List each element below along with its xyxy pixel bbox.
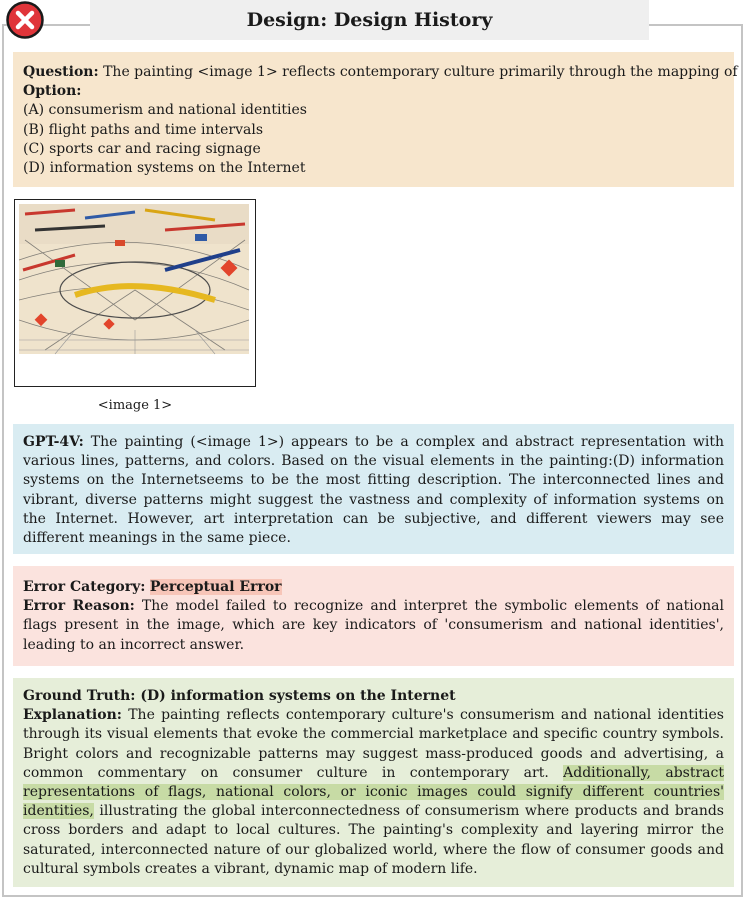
- question-line: [23, 63, 738, 82]
- error-category-badge: Perceptual Error: [149, 579, 282, 595]
- error-reason-text: The model failed to recognize and interpret the symbolic elements of national flags present in the image, which are key indicators of 'consumerism and national identities', leading to an incorrect answer.: [23, 598, 724, 653]
- ground-truth-box: [13, 678, 734, 887]
- error-reason-label: Error Reason:: [23, 598, 135, 615]
- question-box: [13, 52, 738, 187]
- image-caption: <image 1>: [97, 398, 173, 413]
- option-b: (B) flight paths and time intervals: [23, 121, 264, 138]
- explanation-label: Explanation:: [23, 707, 122, 724]
- error-x-icon: [5, 0, 45, 40]
- option-label: Option:: [23, 83, 82, 100]
- error-box: [13, 566, 734, 666]
- page-title: Design: Design History: [246, 9, 493, 31]
- explanation-highlight: Additionally, abstract representations of flags, national colors, or iconic images could signify different countries' identities,: [23, 764, 724, 820]
- gpt4v-label: GPT-4V:: [23, 434, 84, 450]
- question-text: The painting <image 1> reflects contemporary culture primarily through the mapping of: [103, 64, 738, 80]
- painting-image: [14, 199, 256, 387]
- header-bar: [90, 0, 649, 40]
- abstract-painting-image: [15, 200, 254, 385]
- option-c: (C) sports car and racing signage: [23, 140, 261, 157]
- ground-truth-label: Ground Truth: (D) information systems on the Internet: [23, 688, 456, 704]
- error-category-label: Error Category:: [23, 579, 146, 595]
- explanation-text-end: illustrating the global interconnectedness of consumerism where products and brands cross borders and adapt to local cultures. The painting's complexity and layering mirror the saturated, interconnected nature of our globalized world, where the flow of consumer goods and cultural symbols creates a vibrant, dynamic map of modern life.: [23, 803, 724, 877]
- option-d: (D) information systems on the Internet: [23, 160, 306, 177]
- gpt4v-text: The painting (<image 1>) appears to be a complex and abstract representation with various lines, patterns, and colors. Based on the visual elements in the painting:(D) information systems on the Internetseems to be the most fitting description. The interconnected lines and vibrant, diverse patterns might suggest the vastness and complexity of information systems on the Internet. However, art interpretation can be subjective, and different viewers may see different meanings in the same piece.: [23, 434, 724, 547]
- question-label: Question:: [23, 64, 99, 80]
- explanation-text: The painting reflects contemporary culture's consumerism and national identities through its visual elements that evoke the commercial marketplace and specific country symbols. Bright colors and recognizable patterns may suggest mass-produced goods and advertising, a common commentary on consumer culture in contemporary art.: [23, 707, 724, 781]
- gpt4v-answer-box: [13, 424, 734, 554]
- option-a: (A) consumerism and national identities: [23, 102, 307, 119]
